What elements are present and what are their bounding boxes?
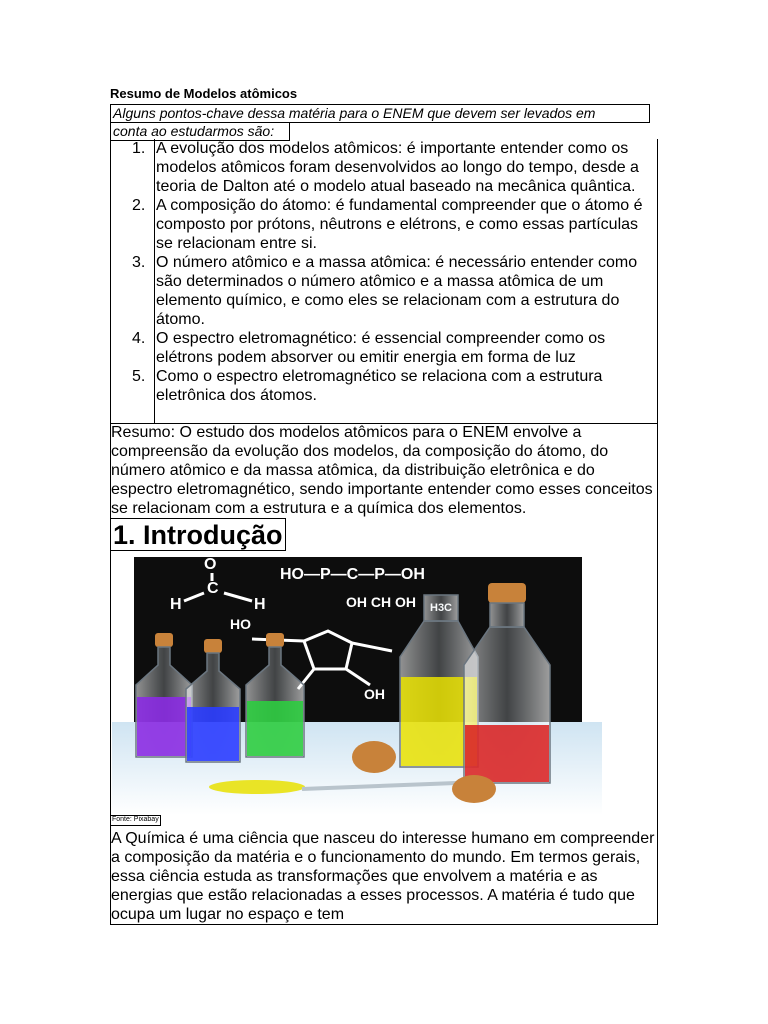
- list-item-text: A evolução dos modelos atômicos: é importante entender como os modelos atômicos foram desenvolvidos ao longo do tempo, desde a teoria de Dalton até o modelo atual baseado na mecânica quântica.: [156, 140, 639, 195]
- key-points-list: [110, 139, 658, 405]
- loose-cork: [352, 741, 396, 773]
- green-liquid: [247, 701, 303, 756]
- red-liquid: [465, 725, 549, 782]
- formula-h-left: H: [170, 596, 182, 613]
- body-paragraph: A Química é uma ciência que nasceu do interesse humano em compreender a composição da matéria e o funcionamento do mundo. Em termos gerais, essa ciência estuda as transformações que envolvem a matéria e as energias que estão relacionadas a esses processos. A matéria é tudo que ocupa um lugar no espaço e tem: [111, 830, 655, 923]
- formula-c-top: C: [207, 580, 219, 597]
- list-item-text: O número atômico e a massa atômica: é necessário entender como são determinados o número atômico e a massa atômica de um elemento químico, e como eles se relacionam com a estrutura do átomo.: [156, 254, 638, 328]
- intro-line-1: Alguns pontos-chave dessa matéria para o ENEM que devem ser levados em: [110, 104, 650, 123]
- list-item-number: 2.: [132, 197, 146, 214]
- list-item-number: 1.: [132, 140, 146, 157]
- list-item-number: 5.: [132, 368, 146, 385]
- list-item: [110, 253, 658, 329]
- list-item-text: A composição do átomo: é fundamental compreender que o átomo é composto por prótons, nêutrons e elétrons, e como essas partículas se relacionam entre si.: [156, 197, 643, 252]
- cork: [266, 633, 284, 647]
- formula-top-right: HO—P—C—P—OH: [280, 566, 425, 583]
- chemistry-illustration: [112, 557, 602, 815]
- section-heading: 1. Introdução: [110, 518, 286, 551]
- blue-liquid: [187, 707, 239, 761]
- cork: [155, 633, 173, 647]
- yellow-spill: [209, 780, 305, 794]
- formula-h-right: H: [254, 596, 266, 613]
- cork: [488, 583, 526, 603]
- purple-liquid: [137, 697, 191, 756]
- list-item: [110, 367, 658, 405]
- intro-line-2: conta ao estudarmos são:: [110, 122, 290, 141]
- pipette-bulb: [452, 775, 496, 803]
- label-oh: OH: [364, 686, 385, 702]
- list-item: [110, 196, 658, 253]
- formula-sub: OH CH OH: [346, 594, 416, 610]
- list-item-number: 3.: [132, 254, 146, 271]
- list-item: [110, 329, 658, 367]
- chemistry-illustration-svg: [112, 557, 602, 815]
- list-item-text: Como o espectro eletromagnético se relaciona com a estrutura eletrônica dos átomos.: [156, 368, 603, 404]
- cork: [204, 639, 222, 653]
- summary-paragraph: Resumo: O estudo dos modelos atômicos para o ENEM envolve a compreensão da evolução dos modelos, da composição do átomo, do número atômico e da massa atômica, da distribuição eletrônica e do espectro eletromagnético, sendo importante entender como esses conceitos se relacionam com a estrutura e a química dos elementos.: [111, 424, 653, 517]
- document-title: Resumo de Modelos atômicos: [110, 86, 298, 101]
- figure-caption: Fonte: Pixabay: [110, 815, 161, 826]
- list-item-number: 4.: [132, 330, 146, 347]
- list-item-text: O espectro eletromagnético: é essencial compreender como os elétrons podem absorver ou emitir energia em forma de luz: [156, 330, 606, 366]
- list-item: [110, 139, 658, 196]
- formula-o-top: O: [204, 557, 217, 573]
- label-ho: HO: [230, 616, 251, 632]
